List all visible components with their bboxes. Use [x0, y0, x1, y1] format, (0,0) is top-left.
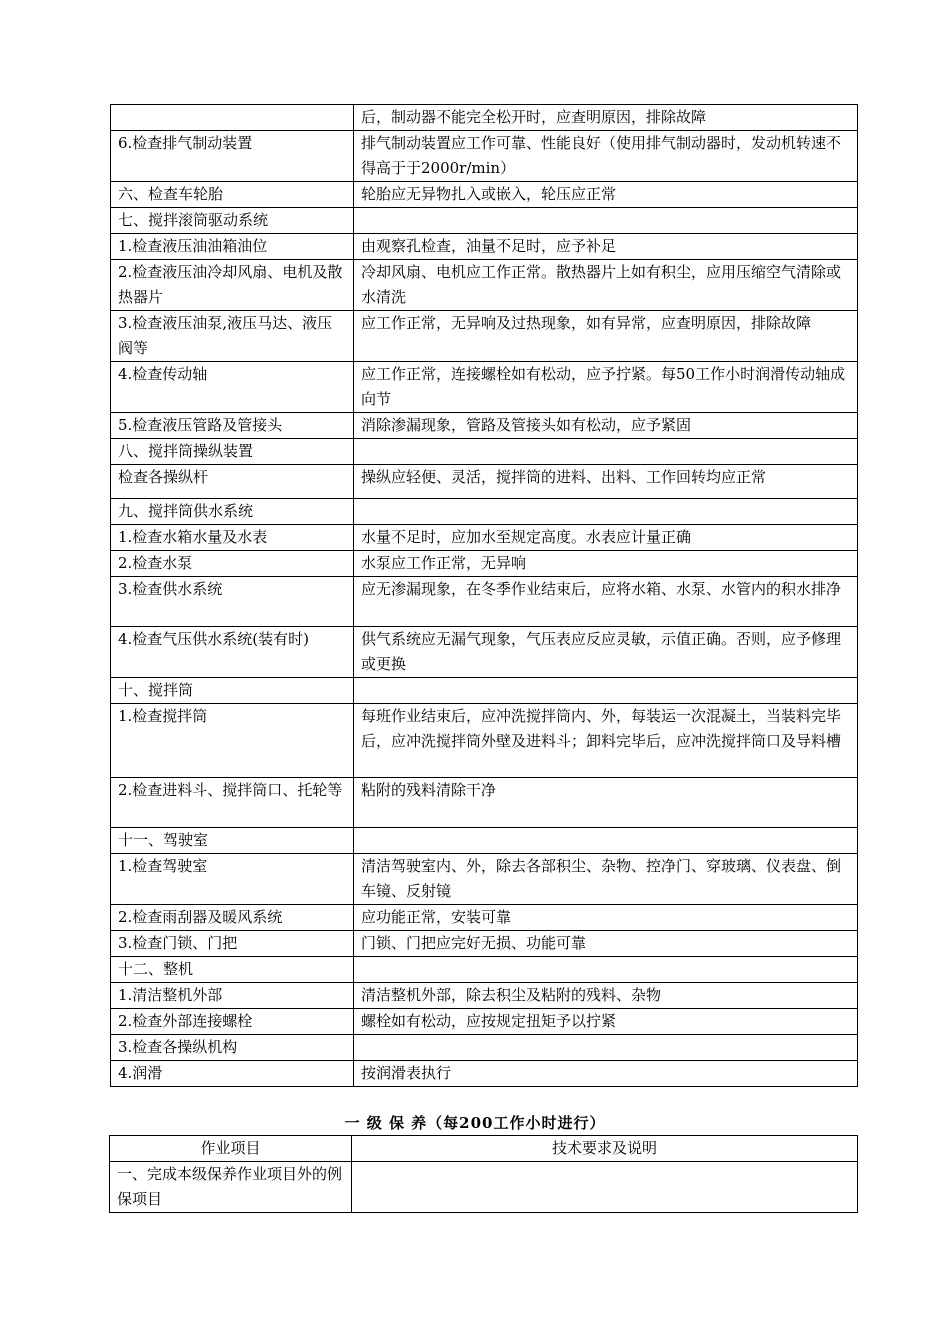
requirement-cell: 门锁、门把应完好无损、功能可靠: [354, 931, 858, 957]
table-row: [111, 854, 858, 905]
requirement-cell: 排气制动装置应工作可靠、性能良好（使用排气制动器时，发动机转速不得高于于2000r/min）: [354, 131, 858, 182]
table-row: [111, 413, 858, 439]
requirement-cell: [354, 678, 858, 704]
table-row: [111, 465, 858, 499]
requirement-cell: 应功能正常，安装可靠: [354, 905, 858, 931]
section-title: 七、搅拌滚筒驱动系统: [111, 208, 354, 234]
table-row: [111, 931, 858, 957]
requirement-cell: [354, 208, 858, 234]
table-row: [111, 182, 858, 208]
item-cell: 1.检查液压油油箱油位: [111, 234, 354, 260]
item-cell: 1.检查驾驶室: [111, 854, 354, 905]
item-cell: 3.检查液压油泵,液压马达、液压阀等: [111, 311, 354, 362]
maintenance-table-level1: [109, 1135, 858, 1213]
item-cell: 2.检查外部连接螺栓: [111, 1009, 354, 1035]
item-cell: 3.检查供水系统: [111, 577, 354, 627]
requirement-cell: 水量不足时，应加水至规定高度。水表应计量正确: [354, 525, 858, 551]
table-header-row: [110, 1136, 858, 1162]
requirement-cell: 清洁驾驶室内、外，除去各部积尘、杂物、控净门、穿玻璃、仪表盘、倒车镜、反射镜: [354, 854, 858, 905]
item-cell: 2.检查液压油冷却风扇、电机及散热器片: [111, 260, 354, 311]
requirement-cell: 冷却风扇、电机应工作正常。散热器片上如有积尘，应用压缩空气清除或水清洗: [354, 260, 858, 311]
table-row: [111, 627, 858, 678]
requirement-cell: [354, 828, 858, 854]
section-row: [111, 499, 858, 525]
requirement-cell: 轮胎应无异物扎入或嵌入，轮压应正常: [354, 182, 858, 208]
requirement-cell: [354, 439, 858, 465]
item-cell: 检查各操纵杆: [111, 465, 354, 499]
requirement-cell: [354, 499, 858, 525]
requirement-cell: 应无渗漏现象，在冬季作业结束后，应将水箱、水泵、水管内的积水排净: [354, 577, 858, 627]
section-title: 十二、整机: [111, 957, 354, 983]
table-row: [111, 311, 858, 362]
requirement-cell: [354, 957, 858, 983]
section-row: [111, 957, 858, 983]
item-cell: 1.检查水箱水量及水表: [111, 525, 354, 551]
section-row: [111, 678, 858, 704]
requirement-cell: [352, 1162, 858, 1213]
item-cell: 3.检查门锁、门把: [111, 931, 354, 957]
requirement-cell: [354, 1035, 858, 1061]
item-cell: 六、检查车轮胎: [111, 182, 354, 208]
section-caption: 一 级 保 养（每200工作小时进行）: [344, 1114, 606, 1132]
table-row: [111, 704, 858, 778]
section-row: [111, 828, 858, 854]
requirement-cell: 消除渗漏现象，管路及管接头如有松动，应予紧固: [354, 413, 858, 439]
item-cell: 1.清洁整机外部: [111, 983, 354, 1009]
table-row: [110, 1162, 858, 1213]
table-row: [111, 525, 858, 551]
table-row: [111, 234, 858, 260]
item-cell: 2.检查水泵: [111, 551, 354, 577]
item-cell: 2.检查进料斗、搅拌筒口、托轮等: [111, 778, 354, 828]
item-cell: [111, 105, 354, 131]
item-cell: 4.检查气压供水系统(装有时): [111, 627, 354, 678]
section-row: [111, 208, 858, 234]
table-row: [111, 577, 858, 627]
requirement-cell: 清洁整机外部，除去积尘及粘附的残料、杂物: [354, 983, 858, 1009]
table-row: [111, 1009, 858, 1035]
requirement-cell: 每班作业结束后，应冲洗搅拌筒内、外，每装运一次混凝土，当装料完毕后，应冲洗搅拌筒外壁及进料斗；卸料完毕后，应冲洗搅拌筒口及导料槽: [354, 704, 858, 778]
item-cell: 6.检查排气制动装置: [111, 131, 354, 182]
requirement-cell: 应工作正常，无异响及过热现象，如有异常，应查明原因，排除故障: [354, 311, 858, 362]
requirement-cell: 螺栓如有松动，应按规定扭矩予以拧紧: [354, 1009, 858, 1035]
table-row: [111, 983, 858, 1009]
section-title: 十一、驾驶室: [111, 828, 354, 854]
section-title: 十、搅拌筒: [111, 678, 354, 704]
requirement-cell: 按润滑表执行: [354, 1061, 858, 1087]
table-row: [111, 131, 858, 182]
section-title: 八、搅拌筒操纵装置: [111, 439, 354, 465]
requirement-cell: 粘附的残料清除干净: [354, 778, 858, 828]
item-cell: 4.检查传动轴: [111, 362, 354, 413]
table-row: [111, 362, 858, 413]
requirement-cell: 由观察孔检查，油量不足时，应予补足: [354, 234, 858, 260]
requirement-cell: 供气系统应无漏气现象，气压表应反应灵敏，示值正确。否则，应予修理或更换: [354, 627, 858, 678]
requirement-cell: 应工作正常，连接螺栓如有松动，应予拧紧。每50工作小时润滑传动轴成向节: [354, 362, 858, 413]
table-row: [111, 1035, 858, 1061]
table-row: [111, 905, 858, 931]
item-cell: 4.润滑: [111, 1061, 354, 1087]
column-header-requirement: 技术要求及说明: [352, 1136, 858, 1162]
item-cell: 1.检查搅拌筒: [111, 704, 354, 778]
section-title: 九、搅拌筒供水系统: [111, 499, 354, 525]
section-row: [111, 439, 858, 465]
table-row: [111, 260, 858, 311]
table-row: [111, 1061, 858, 1087]
table-row: [111, 778, 858, 828]
item-cell: 5.检查液压管路及管接头: [111, 413, 354, 439]
requirement-cell: 操纵应轻便、灵活，搅拌筒的进料、出料、工作回转均应正常: [354, 465, 858, 499]
item-cell: 3.检查各操纵机构: [111, 1035, 354, 1061]
item-cell: 一、完成本级保养作业项目外的例保项目: [110, 1162, 352, 1213]
requirement-cell: 后，制动器不能完全松开时，应查明原因，排除故障: [354, 105, 858, 131]
requirement-cell: 水泵应工作正常，无异响: [354, 551, 858, 577]
column-header-item: 作业项目: [110, 1136, 352, 1162]
table-row: [111, 105, 858, 131]
maintenance-table-daily: [110, 104, 858, 1087]
table-row: [111, 551, 858, 577]
item-cell: 2.检查雨刮器及暖风系统: [111, 905, 354, 931]
